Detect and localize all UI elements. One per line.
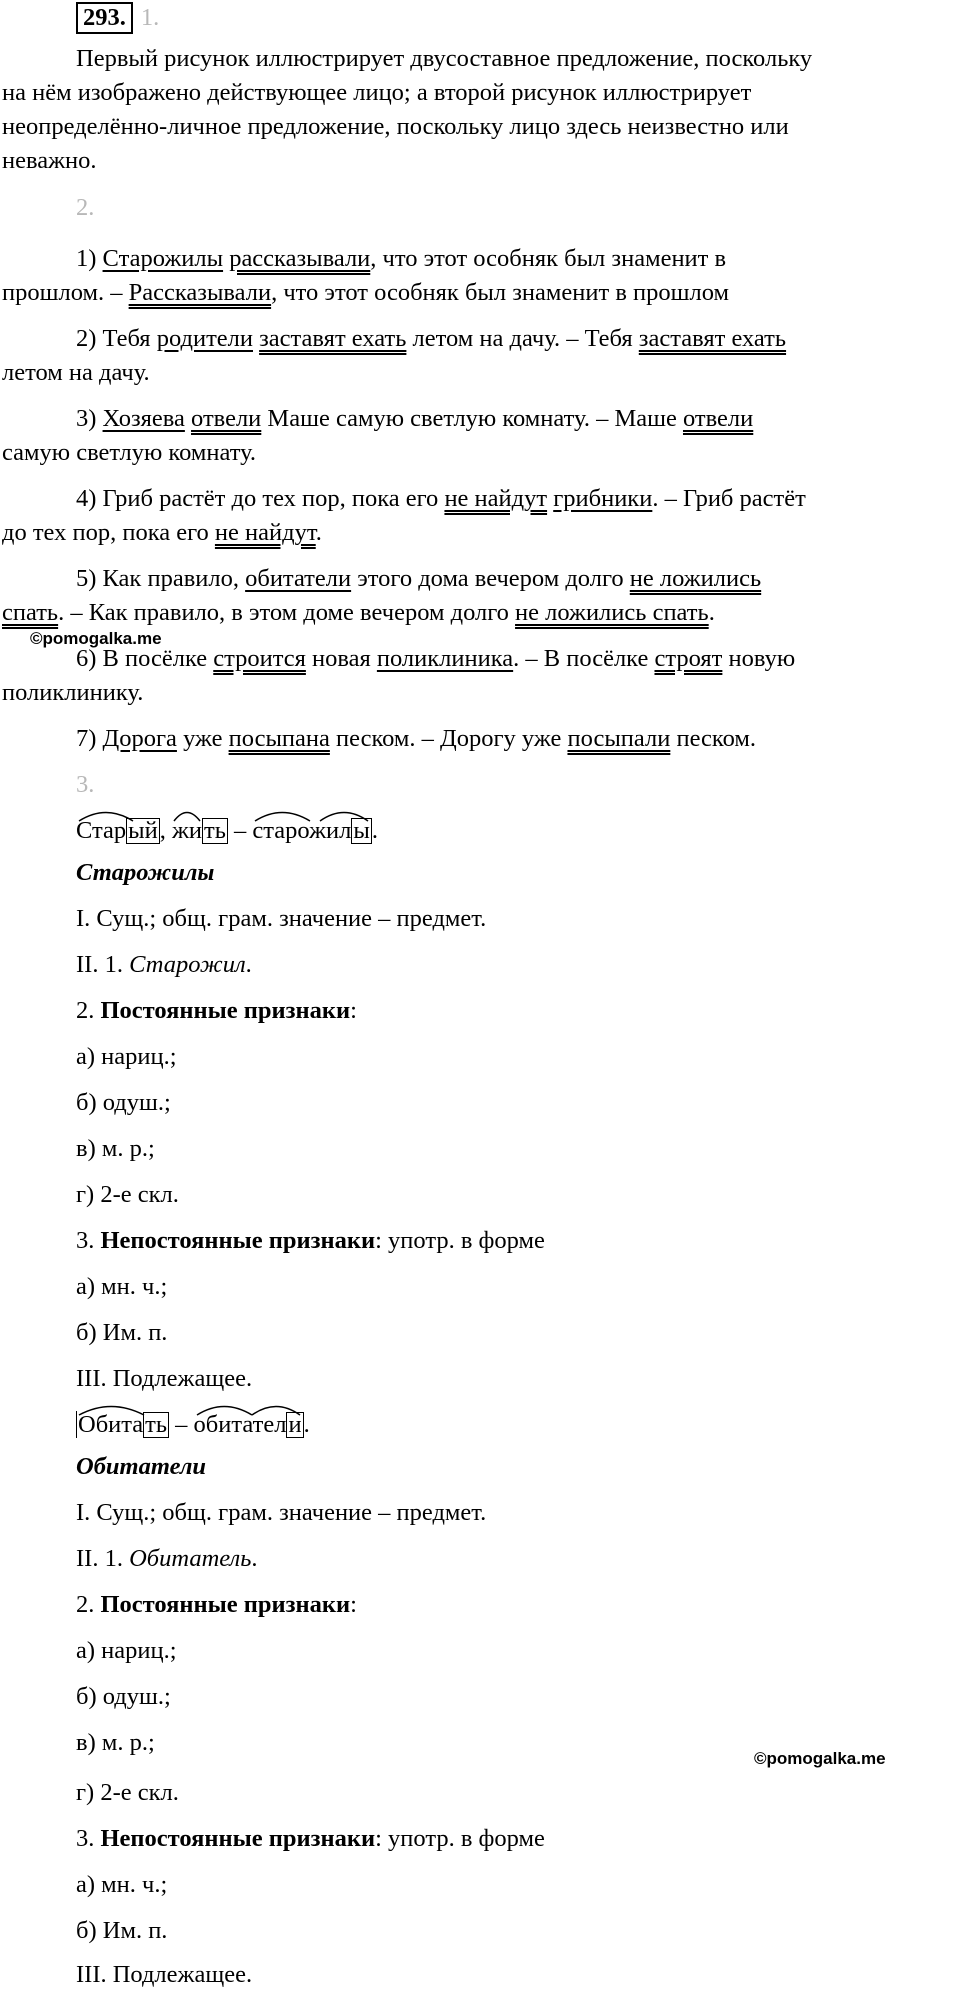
sentence-4-line-1 [76,484,806,514]
morpheme-ending: ый [128,817,158,844]
sentence-2-line-2: летом на дачу. [2,359,150,386]
text-fragment: новая [305,645,377,672]
text-fragment: до тех пор, пока его [2,519,215,546]
predicate-word: отвели [682,405,754,432]
text-fragment: 7) [76,725,103,752]
text-fragment: – [227,817,253,844]
block1-line-1: I. Сущ.; общ. грам. значение – предмет. [76,905,487,932]
part1-line-2: на нём изображено действующее лицо; а второй рисунок иллюстрирует [2,79,752,106]
part1-line-4: неважно. [2,147,97,174]
text-fragment: 3) [76,405,103,432]
sentence-2-line-1 [76,324,786,354]
text-fragment: уже [176,725,229,752]
sentence-1-line-1 [76,244,726,274]
predicate-word: отвели [191,405,262,432]
sentence-5-line-1 [76,564,761,594]
subject-word: Старожилы [102,245,224,272]
morpheme-stem: Обита [78,1411,144,1438]
text-fragment: 5) Как правило, [76,565,246,592]
block1-line-4 [76,1226,545,1256]
initial-form: Старожил [129,951,246,978]
predicate-word: не ложились [629,565,762,592]
text-fragment: этого дома вечером долго [351,565,630,592]
text-fragment: . [315,519,322,546]
text-fragment: . [371,817,378,844]
morpheme-line-1 [76,808,378,846]
exercise-number: 293. [76,2,133,34]
text-fragment: 2) Тебя [76,325,157,352]
text-fragment: : [350,1591,357,1618]
subject-word: родители [156,325,253,352]
block1-item-d: г) 2-е скл. [76,1181,179,1208]
block2-item-d: г) 2-е скл. [76,1779,179,1806]
predicate-word: заставят ехать [259,325,407,352]
predicate-word: строится [213,645,306,672]
block2-title: Обитатели [76,1453,207,1480]
sentence-4-line-2 [2,518,322,548]
morpheme-stem: Стар [76,817,127,844]
text-fragment: 4) Гриб растёт до тех пор, пока его [76,485,445,512]
block2-item-f: б) Им. п. [76,1917,168,1944]
part1-line-1: Первый рисунок иллюстрирует двусоставное предложение, поскольку [76,45,813,72]
text-fragment: . [245,951,252,978]
section-heading: Постоянные признаки [100,1591,351,1618]
morpheme-stem: жи [171,817,203,844]
morpheme-word [172,808,228,846]
text-fragment: , [159,817,172,844]
text-fragment: песком. [670,725,756,752]
predicate-word: посыпана [228,725,330,752]
predicate-word: не найдут [214,519,316,546]
sentence-6-line-2: поликлинику. [2,679,144,706]
morpheme-word [252,808,371,846]
morpheme-word [194,1402,304,1440]
sentence-6-line-1 [76,644,795,674]
sentence-7-line-1 [76,724,756,754]
text-fragment: : [350,997,357,1024]
block1-item-c: в) м. р.; [76,1135,155,1162]
part1-line-3: неопределённо-личное предложение, поскольку лицо здесь неизвестно или [2,113,789,140]
morpheme-ending: ы [353,817,370,844]
block2-item-c: в) м. р.; [76,1729,155,1756]
predicate-word: спать [2,599,59,626]
root-arc-icon [172,808,202,822]
block2-line-1: I. Сущ.; общ. грам. значение – предмет. [76,1499,487,1526]
text-fragment: , что этот особняк был знаменит в [370,245,727,272]
sentence-5-line-2 [2,598,715,628]
morpheme-ending: и [288,1411,302,1438]
root-arc-icon [76,808,136,822]
watermark: ©pomogalka.me [30,629,162,648]
text-fragment: . – Гриб растёт [652,485,806,512]
morpheme-word [76,808,160,846]
text-fragment: летом на дачу. – Тебя [406,325,639,352]
subject-word: обитатели [245,565,352,592]
predicate-word: Рассказывали [128,279,272,306]
text-fragment: песком. – Дорогу уже [329,725,568,752]
morpheme-word [76,1402,169,1440]
text-fragment: . – Как правило, в этом доме вечером долго [58,599,516,626]
text-fragment: : употр. в форме [375,1227,545,1254]
sentence-3-line-2: самую светлую комнату. [2,439,257,466]
subject-word: поликлиника [376,645,514,672]
text-fragment: . – В посёлке [513,645,655,672]
text-fragment: . [303,1411,310,1438]
block2-item-e: а) мн. ч.; [76,1871,168,1898]
text-fragment: . [708,599,715,626]
block1-item-a: а) нариц.; [76,1043,177,1070]
text-fragment: . [251,1545,258,1572]
block1-line-2 [76,950,252,980]
sentence-3-line-1 [76,404,753,434]
predicate-word: посыпали [567,725,671,752]
text-fragment: II. 1. [76,951,130,978]
text-fragment: 2. [76,1591,101,1618]
text-fragment: II. 1. [76,1545,130,1572]
text-fragment: – [169,1411,194,1438]
morpheme-stem: обитател [193,1411,287,1438]
predicate-word: рассказывали [229,245,371,272]
block1-item-e: а) мн. ч.; [76,1273,168,1300]
block1-title: Старожилы [76,859,215,886]
predicate-word: не ложились спать [515,599,709,626]
part3-label: 3. [76,771,95,798]
block2-line-5: III. Подлежащее. [76,1961,253,1988]
part1-label: 1. [140,4,160,31]
subject-word: Хозяева [102,405,185,432]
block1-line-5: III. Подлежащее. [76,1365,253,1392]
morpheme-line-2 [76,1402,310,1440]
morpheme-stem: старожил [252,817,352,844]
morpheme-ending: ть [204,817,226,844]
root-arc-icon [252,808,392,822]
predicate-word: строят [654,645,723,672]
block1-item-f: б) Им. п. [76,1319,168,1346]
watermark: ©pomogalka.me [754,1749,886,1768]
text-fragment: прошлом. – [2,279,129,306]
block2-item-a: а) нариц.; [76,1637,177,1664]
morpheme-ending: ть [145,1411,168,1438]
subject-word: Дорога [102,725,177,752]
initial-form: Обитатель [129,1545,252,1572]
text-fragment: 1) [76,245,103,272]
section-heading: Непостоянные признаки [100,1825,376,1852]
block2-item-b: б) одуш.; [76,1683,171,1710]
text-fragment: : употр. в форме [375,1825,545,1852]
block2-line-2 [76,1544,258,1574]
text-fragment: 2. [76,997,101,1024]
text-fragment: , что этот особняк был знаменит в прошлом [271,279,729,306]
text-fragment: 6) В посёлке [76,645,214,672]
block1-line-3 [76,996,357,1026]
exercise-header [76,2,159,34]
sentence-1-line-2 [2,278,729,308]
subject-word: грибники [553,485,653,512]
text-fragment: 3. [76,1227,101,1254]
text-fragment: новую [722,645,796,672]
root-arc-icon [76,1402,146,1416]
predicate-word: заставят ехать [638,325,787,352]
block2-line-4 [76,1824,545,1854]
block1-item-b: б) одуш.; [76,1089,171,1116]
root-arc-icon [194,1402,314,1416]
section-heading: Непостоянные признаки [100,1227,376,1254]
predicate-word: не найдут [444,485,548,512]
section-heading: Постоянные признаки [100,997,351,1024]
text-fragment: Маше самую светлую комнату. – Маше [261,405,683,432]
part2-label: 2. [76,194,95,221]
block2-line-3 [76,1590,357,1620]
text-fragment: 3. [76,1825,101,1852]
